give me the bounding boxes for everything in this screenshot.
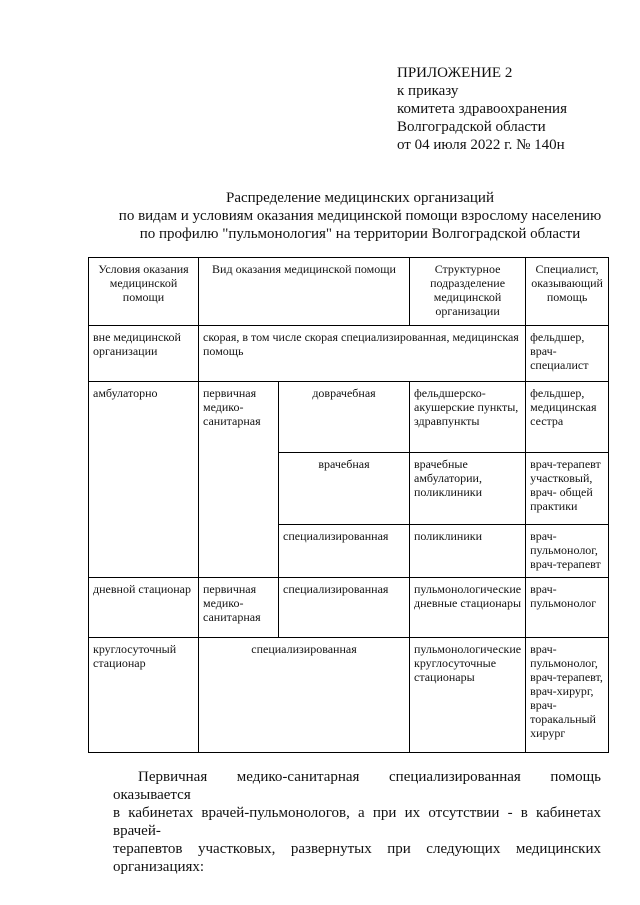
cell-subtype: специализированная [279, 525, 410, 578]
cell-condition: круглосуточный стационар [89, 638, 199, 753]
cell-condition: амбулаторно [89, 382, 199, 578]
cell-subdivision: поликлиники [410, 525, 526, 578]
table-row [89, 578, 609, 638]
cell-subdivision: врачебные амбулатории, поликлиники [410, 453, 526, 525]
cell-condition: дневной стационар [89, 578, 199, 638]
header-subdivision: Структурное подразделение медицинской организации [410, 258, 526, 326]
table-row [89, 382, 609, 453]
cell-subdivision: фельдшерско-акушерские пункты, здравпункты [410, 382, 526, 453]
title-line-1: Распределение медицинских организаций [226, 190, 494, 206]
header-conditions: Условия оказания медицинской помощи [89, 258, 199, 326]
paragraph-line-3: терапевтов участковых, развернутых при следующих медицинских [113, 841, 601, 857]
cell-subtype: специализированная [279, 578, 410, 638]
cell-specialist: врач-пульмонолог, врач-терапевт, врач-хирург, врач-торакальный хирург [526, 638, 609, 753]
cell-specialist: врач-пульмонолог [526, 578, 609, 638]
table-header-row [89, 258, 609, 326]
cell-subdivision: пульмонологические дневные стационары [410, 578, 526, 638]
cell-type: скорая, в том числе скорая специализированная, медицинская помощь [199, 326, 526, 382]
appendix-region-line: Волгоградской области [397, 119, 546, 135]
cell-type: первичная медико-санитарная [199, 578, 279, 638]
cell-type: специализированная [199, 638, 410, 753]
title-line-2: по видам и условиям оказания медицинской помощи взрослому населению [118, 208, 602, 224]
cell-subtype: доврачебная [279, 382, 410, 453]
header-specialist: Специалист, оказывающий помощь [526, 258, 609, 326]
appendix-committee-line: комитета здравоохранения [397, 101, 567, 117]
cell-specialist: фельдшер, врач-специалист [526, 326, 609, 382]
appendix-header [397, 64, 567, 154]
distribution-table [88, 257, 609, 753]
cell-condition: вне медицинской организации [89, 326, 199, 382]
paragraph-line-4: организациях: [113, 859, 205, 875]
cell-specialist: врач-пульмонолог, врач-терапевт [526, 525, 609, 578]
paragraph-line-2: в кабинетах врачей-пульмонологов, а при их отсутствии - в кабинетах врачей- [113, 805, 601, 839]
cell-specialist: фельдшер, медицинская сестра [526, 382, 609, 453]
header-type: Вид оказания медицинской помощи [199, 258, 410, 326]
appendix-order-line: к приказу [397, 83, 459, 99]
cell-specialist: врач-терапевт участковый, врач- общей практики [526, 453, 609, 525]
cell-subdivision: пульмонологические круглосуточные стационары [410, 638, 526, 753]
paragraph-line-1: Первичная медико-санитарная специализированная помощь оказывается [113, 769, 601, 803]
cell-type: первичная медико-санитарная [199, 382, 279, 578]
document-title [60, 189, 640, 243]
table-row [89, 326, 609, 382]
appendix-date-line: от 04 июля 2022 г. № 140н [397, 137, 565, 153]
table-row [89, 638, 609, 753]
appendix-title: ПРИЛОЖЕНИЕ 2 [397, 65, 513, 81]
title-line-3: по профилю "пульмонология" на территории Волгоградской области [139, 226, 581, 242]
body-paragraph [113, 768, 601, 876]
cell-subtype: врачебная [279, 453, 410, 525]
